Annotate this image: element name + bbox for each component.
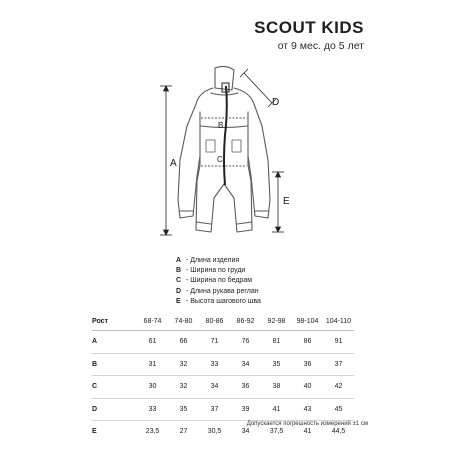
legend-item-c [176, 276, 261, 286]
row-label: A [92, 338, 98, 346]
column-header: 104-110 [325, 317, 352, 325]
table-cell: 34 [241, 428, 250, 436]
table-cell: 38 [272, 383, 281, 391]
corner-label: Рост [92, 317, 108, 325]
legend-key: E [176, 297, 181, 305]
legend-item-a [176, 256, 261, 266]
table-cell: 35 [272, 360, 281, 368]
tolerance-note: Допускается погрешность измерений ±1 см [246, 421, 368, 427]
table-cell: 23,5 [145, 428, 160, 436]
legend-key: D [176, 287, 182, 295]
table-cell: 35 [179, 405, 188, 413]
column-header: 68-74 [143, 317, 162, 325]
table-cell: 30 [148, 383, 157, 391]
dimension-a-label: A [170, 158, 177, 169]
table-cell: 33 [210, 360, 219, 368]
column-header: 92-98 [267, 317, 286, 325]
table-cell: 32 [179, 383, 188, 391]
table-cell: 45 [334, 405, 343, 413]
table-header-row [92, 312, 354, 331]
table-cell: 42 [334, 383, 343, 391]
table-row [92, 331, 354, 354]
column-header: 86-92 [236, 317, 255, 325]
legend-key: A [176, 257, 182, 264]
table-cell: 33 [148, 405, 157, 413]
table-cell: 41 [272, 405, 281, 413]
column-header: 74-80 [174, 317, 193, 325]
column-header: 80-86 [205, 317, 224, 325]
table-cell: 61 [148, 338, 157, 346]
legend-key: B [176, 267, 182, 275]
dimension-d-label: D [272, 97, 280, 108]
table-cell: 44,5 [331, 428, 346, 436]
row-label: E [92, 428, 97, 436]
legend-text: - Высота шагового шва [184, 297, 261, 305]
dimension-b-label: B [218, 121, 224, 130]
table-cell: 76 [241, 338, 250, 346]
table-cell: 41 [303, 428, 312, 436]
table-cell: 30,5 [207, 428, 222, 436]
brand-title: SCOUT KIDS [254, 18, 364, 37]
legend-key: C [176, 277, 182, 285]
table-cell: 39 [241, 405, 250, 413]
table-cell: 71 [210, 338, 219, 346]
table-cell: 66 [179, 338, 188, 346]
dimension-d [240, 69, 276, 107]
legend-item-b [176, 266, 261, 276]
table-cell: 34 [241, 360, 250, 368]
measurement-legend [176, 256, 261, 307]
zipper-line [224, 86, 227, 185]
table-cell: 27 [179, 428, 188, 436]
legend-item-d [176, 287, 261, 297]
row-label: D [92, 405, 98, 413]
column-header: 98-104 [296, 317, 319, 325]
table-cell: 40 [303, 383, 312, 391]
brand-subtitle: от 9 мес. до 5 лет [277, 40, 364, 52]
dimension-e-label: E [283, 196, 290, 207]
table-cell: 43 [303, 405, 312, 413]
table-row [92, 376, 354, 399]
table-cell: 37 [334, 360, 343, 368]
legend-text: - Длина рукава реглан [184, 287, 259, 295]
row-label: B [92, 360, 98, 368]
dimension-c-label: C [217, 155, 223, 164]
table-cell: 36 [303, 360, 312, 368]
table-row [92, 398, 354, 421]
legend-text: - Ширина по бедрам [184, 277, 253, 285]
table-cell: 37 [210, 405, 219, 413]
table-cell: 31 [148, 360, 157, 368]
table-cell: 37,5 [269, 428, 284, 436]
legend-text: - Длина изделия [184, 257, 240, 264]
table-row [92, 353, 354, 376]
table-cell: 36 [241, 383, 250, 391]
table-cell: 86 [303, 338, 312, 346]
legend-text: - Ширина по груди [184, 267, 246, 275]
table-cell: 91 [334, 338, 343, 346]
table-cell: 34 [210, 383, 219, 391]
legend-item-e [176, 297, 261, 307]
table-cell: 32 [179, 360, 188, 368]
row-label: C [92, 383, 98, 391]
table-cell: 81 [272, 338, 281, 346]
